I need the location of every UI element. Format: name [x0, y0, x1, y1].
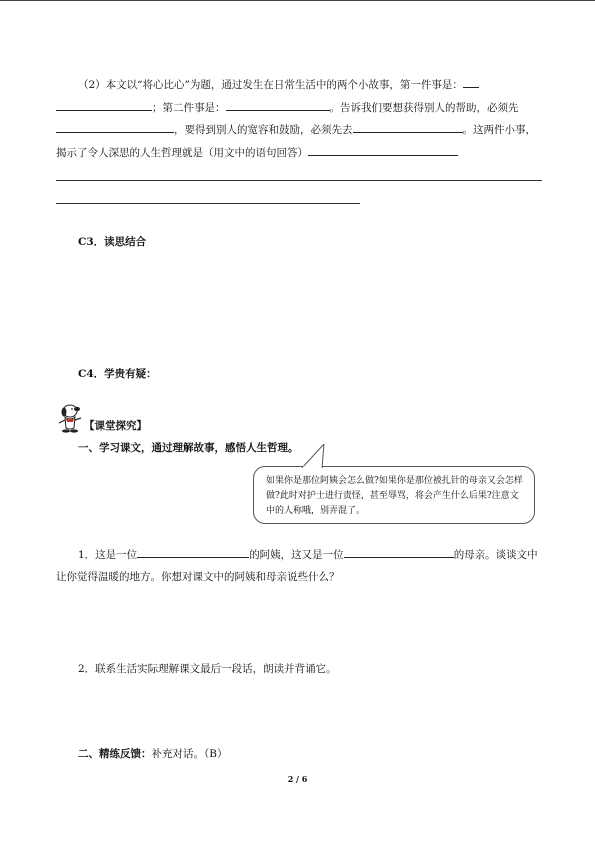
- answer-blank-2[interactable]: [226, 98, 330, 111]
- answer-blank-1b[interactable]: [56, 98, 152, 111]
- c3-heading: C3．读思结合: [78, 236, 147, 248]
- class-explore-title: 【课堂探究】: [84, 420, 147, 432]
- question-1-part2: 的阿姨，这又是一位: [249, 549, 344, 561]
- answer-blank-3[interactable]: [56, 120, 174, 133]
- callout-tail-icon: [300, 444, 340, 468]
- callout-text: 如果你是那位阿姨会怎么做?如果你是那位被扎针的母亲又会怎样做?此时对护士进行责怪，甚至辱骂，将会产生什么后果?注意文中的人称哦，别弄混了。: [266, 476, 523, 516]
- section-2: [78, 746, 227, 761]
- section-2-text: 补充对话。（B）: [151, 748, 228, 760]
- hint-callout: [253, 466, 535, 524]
- question-1-part1: 1．这是一位: [78, 549, 138, 561]
- answer-blank-5[interactable]: [308, 143, 458, 156]
- answer-blank-7[interactable]: [344, 545, 454, 558]
- c4-heading: C4．学贵有疑：: [78, 368, 157, 380]
- page-number: 2 / 6: [287, 774, 308, 784]
- question-2b: 2．联系生活实际理解课文最后一段话，朗读并背诵它。: [78, 663, 337, 675]
- answer-line-1[interactable]: [56, 180, 542, 181]
- section-1-heading: 一、学习课文，通过理解故事，感悟人生哲理。: [78, 442, 299, 454]
- section-2-heading: 二、精练反馈：: [78, 748, 152, 760]
- question-1: [56, 544, 546, 588]
- question-2-mid3: ，要得到别人的宽容和鼓励，必须先去: [174, 124, 353, 136]
- answer-line-2[interactable]: [56, 203, 360, 204]
- question-1-part3: 的母亲。谈谈文中让你觉得温暖的地方。你想对课文中的阿姨和母亲说些什么？: [56, 549, 538, 583]
- question-2-mid1: ；第二件事是：: [152, 101, 226, 114]
- answer-blank-4[interactable]: [353, 120, 463, 133]
- question-2-prefix: （2）本文以“将心比心”为题，通过发生在日常生活中的两个小故事，第一件事是：: [78, 79, 463, 91]
- question-2-mid2: 。告诉我们要想获得别人的帮助，必须先: [329, 101, 519, 114]
- question-2-paragraph: [56, 74, 542, 164]
- snoopy-icon: [56, 402, 84, 436]
- answer-blank-6[interactable]: [137, 545, 249, 558]
- answer-blank-1a[interactable]: [463, 75, 479, 88]
- question-2-mid4: 。这两件小事，揭示了令人深思的人生哲理就是（用文中的语句回答）: [56, 124, 536, 159]
- header-rule: [0, 0, 595, 1]
